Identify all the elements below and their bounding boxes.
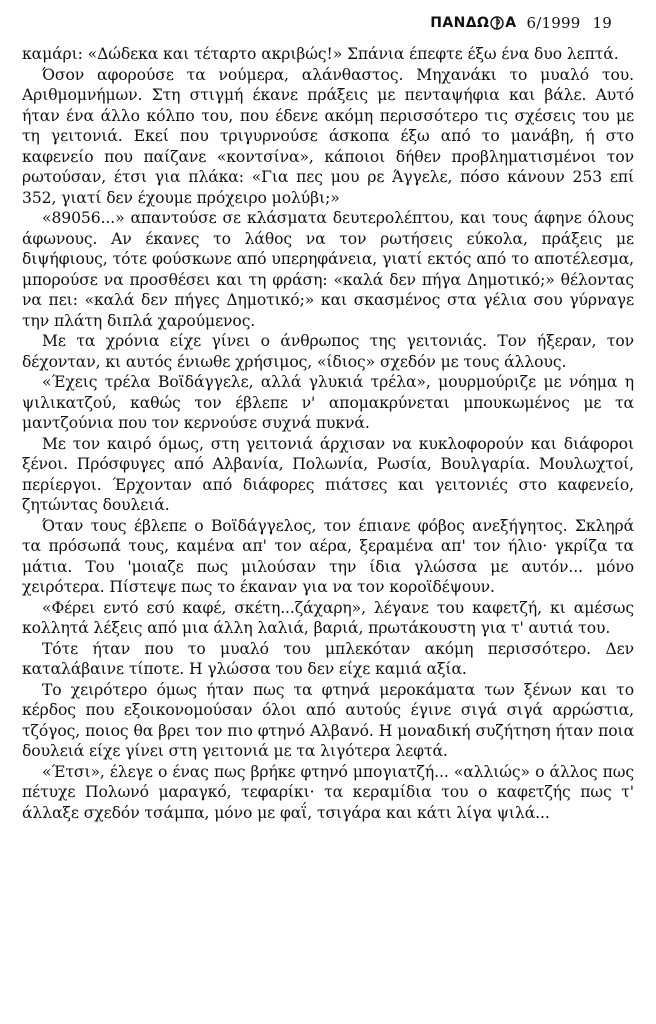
masthead [430,15,516,31]
article-body [22,44,634,823]
issue-number: 6/1999 [526,14,581,32]
pandora-logo-icon [490,16,504,30]
masthead-text-end: Α [505,15,517,31]
paragraph-11: «Έτσι», έλεγε ο ένας πως βρήκε φτηνό μπογιατζή... «αλλιώς» ο άλλος πως πέτυχε Πολωνό μαραγκό, τεφαρίκι· τα κεραμίδια του ο καφετζής πως τ' άλλαξε σχεδόν τσάμπα, μόνο με φαΐ, τσιγάρα και κάτι λίγα ψιλά... [22,762,634,822]
paragraph-10: Το χειρότερο όμως ήταν πως τα φτηνά μεροκάματα των ξένων και το κέρδος που εξοικονομούσαν όλοι από αυτούς έγινε σιγά σιγά αρρώστια, τζόγος, ποιος θα βρει τον πιο φτηνό Αλβανό. Η μοναδική συζήτηση ήταν ποια δουλειά είχε γίνει στη γειτονιά με τα λιγότερα λεφτά. [22,680,634,760]
paragraph-7: Όταν τους έβλεπε ο Βοϊδάγγελος, τον έπιανε φόβος ανεξήγητος. Σκληρά τα πρόσωπά τους, καμένα απ' τον αέρα, ξεραμένα απ' τον ήλιο· γκρίζα τα μάτια. Του 'μοιαζε πως μιλούσαν την ίδια γλώσσα με αυτόν... μόνο χειρότερα. Πίστεψε πως το έκαναν για να τον κοροϊδέψουν. [22,516,634,596]
page-number: 19 [592,14,612,32]
paragraph-5: «Έχεις τρέλα Βοϊδάγγελε, αλλά γλυκιά τρέλα», μουρμούριζε με νόημα η ψιλικατζού, καθώς τον έβλεπε ν' απομακρύνεται μπουκωμένος με τα μαντζούνια που τον κερνούσε συχνά πυκνά. [22,373,634,432]
paragraph-1: καμάρι: «Δώδεκα και τέταρτο ακριβώς!» Σπάνια έπεφτε έξω ένα δυο λεπτά. [22,45,619,63]
paragraph-6: Με τον καιρό όμως, στη γειτονιά άρχισαν να κυκλοφορούν και διάφοροι ξένοι. Πρόσφυγες από Αλβανία, Πολωνία, Ρωσία, Βουλγαρία. Μουλωχτοί, περίεργοι. Έρχονταν από διάφορες πιάτσες και γειτονιές στο καφενείο, ζητώντας δουλειά. [22,434,634,514]
masthead-text-start: ΠΑΝΔΩ [430,15,490,31]
paragraph-8: «Φέρει εντό εσύ καφέ, σκέτη...ζάχαρη», λέγανε του καφετζή, κι αμέσως κολλητά λέξεις από μια άλλη λαλιά, βαριά, πρωτάκουστη για τ' αυτιά του. [22,598,634,637]
paragraph-4: Με τα χρόνια είχε γίνει ο άνθρωπος της γειτονιάς. Τον ήξεραν, τον δέχονταν, κι αυτός ένιωθε χρήσιμος, «ίδιος» σχεδόν με τους άλλους. [22,332,634,371]
paragraph-3: «89056...» απαντούσε σε κλάσματα δευτερολέπτου, και τους άφηνε όλους άφωνους. Αν έκανες το λάθος να τον ρωτήσεις εύκολα, πράξεις με διψήφιους, τότε φούσκωνε από υπερηφάνεια, γιατί εκτός από το αποτέλεσμα, μπορούσε να προσθέσει και τη φράση: «καλά δεν πήγα Δημοτικό;» θέλοντας να πει: «καλά δεν πήγες Δημοτικό;» και σκασμένος στα γέλια σου γύρναγε την πλάτη διπλά χαρούμενος. [22,209,634,330]
paragraph-2: Όσον αφορούσε τα νούμερα, αλάνθαστος. Μηχανάκι το μυαλό του. Αριθμομνήμων. Στη στιγμή έκανε πράξεις με πενταψήφια και βάλε. Αυτό ήταν ένα άλλο κόλπο του, που έδενε ακόμη περισσότερο τις σχέσεις του με τη γειτονιά. Εκεί που τριγυρνούσε άσκοπα έξω από το μανάβη, ή στο καφενείο που παίζανε «κοντσίνα», κάποιοι δήθεν προβληματισμένοι τον ρωτούσαν, έτσι για πλάκα: «Για πες μου ρε Άγγελε, πόσο κάνουν 253 επί 352, γιατί δεν έχουμε πρόχειρο μολύβι;» [22,65,634,207]
running-header [430,14,612,32]
paragraph-9: Τότε ήταν που το μυαλό του μπλεκόταν ακόμη περισσότερο. Δεν καταλάβαινε τίποτε. Η γλώσσα του δεν είχε καμιά αξία. [22,639,634,678]
